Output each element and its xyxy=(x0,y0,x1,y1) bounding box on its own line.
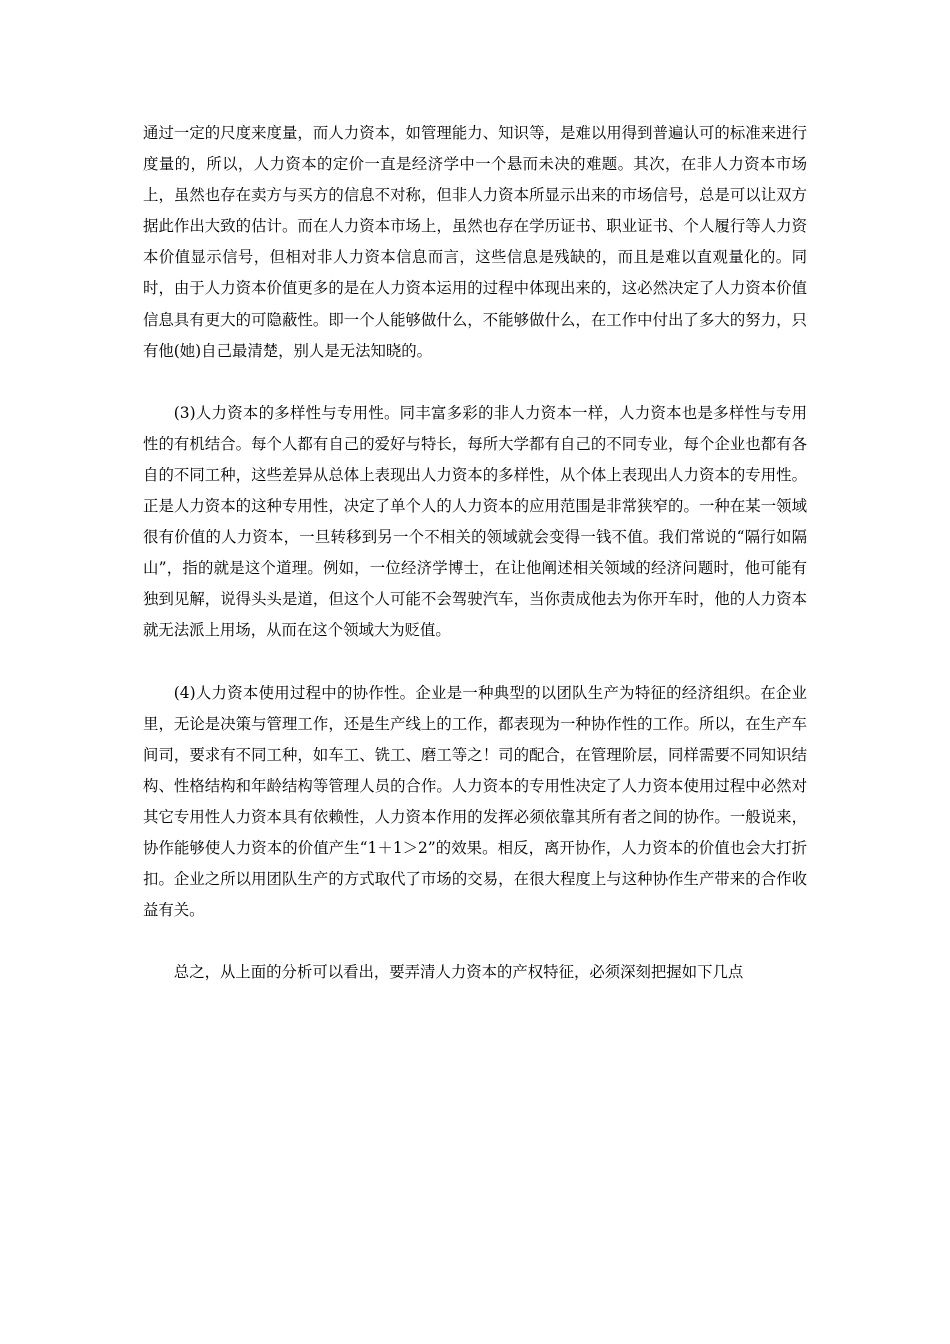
document-page xyxy=(143,118,807,988)
paragraph-gap xyxy=(143,647,807,678)
paragraph-gap xyxy=(143,367,807,398)
paragraph-diversity-specificity: (3)人力资本的多样性与专用性。同丰富多彩的非人力资本一样，人力资本也是多样性与专用性的有机结合。每个人都有自己的爱好与特长，每所大学都有自己的不同专业，每个企业也都有各自的不同工种，这些差异从总体上表现出人力资本的多样性，从个体上表现出人力资本的专用性。正是人力资本的这种专用性，决定了单个人的人力资本的应用范围是非常狭窄的。一种在某一领域很有价值的人力资本，一旦转移到另一个不相关的领域就会变得一钱不值。我们常说的“隔行如隔山”，指的就是这个道理。例如，一位经济学博士，在让他阐述相关领域的经济问题时，他可能有独到见解，说得头头是道，但这个人可能不会驾驶汽车，当你责成他去为你开车时，他的人力资本就无法派上用场，从而在这个领域大为贬值。 xyxy=(143,403,807,640)
paragraph-gap xyxy=(143,926,807,957)
paragraph-cooperation: (4)人力资本使用过程中的协作性。企业是一种典型的以团队生产为特征的经济组织。在企业里，无论是决策与管理工作，还是生产线上的工作，都表现为一种协作性的工作。所以，在生产车间司，要求有不同工种，如车工、铣工、磨工等之！司的配合，在管理阶层，同样需要不同知识结构、性格结构和年龄结构等管理人员的合作。人力资本的专用性决定了人力资本使用过程中必然对其它专用性人力资本具有依赖性，人力资本作用的发挥必须依靠其所有者之间的协作。一般说来，协作能够使人力资本的价值产生“1＋1＞2”的效果。相反，离开协作，人力资本的价值也会大打折扣。企业之所以用团队生产的方式取代了市场的交易，在很大程度上与这种协作生产带来的合作收益有关。 xyxy=(143,683,807,920)
paragraph-continuation: 通过一定的尺度来度量，而人力资本，如管理能力、知识等，是难以用得到普遍认可的标准来进行度量的，所以，人力资本的定价一直是经济学中一个悬而未决的难题。其次，在非人力资本市场上，虽然也存在卖方与买方的信息不对称，但非人力资本所显示出来的市场信号，总是可以让双方据此作出大致的估计。而在人力资本市场上，虽然也存在学历证书、职业证书、个人履行等人力资本价值显示信号，但相对非人力资本信息而言，这些信息是残缺的，而且是难以直观量化的。同时，由于人力资本价值更多的是在人力资本运用的过程中体现出来的，这必然决定了人力资本价值信息具有更大的可隐蔽性。即一个人能够做什么，不能够做什么，在工作中付出了多大的努力，只有他(她)自己最清楚，别人是无法知晓的。 xyxy=(143,124,807,360)
paragraph-summary: 总之，从上面的分析可以看出，要弄清人力资本的产权特征，必须深刻把握如下几点 xyxy=(173,963,744,982)
